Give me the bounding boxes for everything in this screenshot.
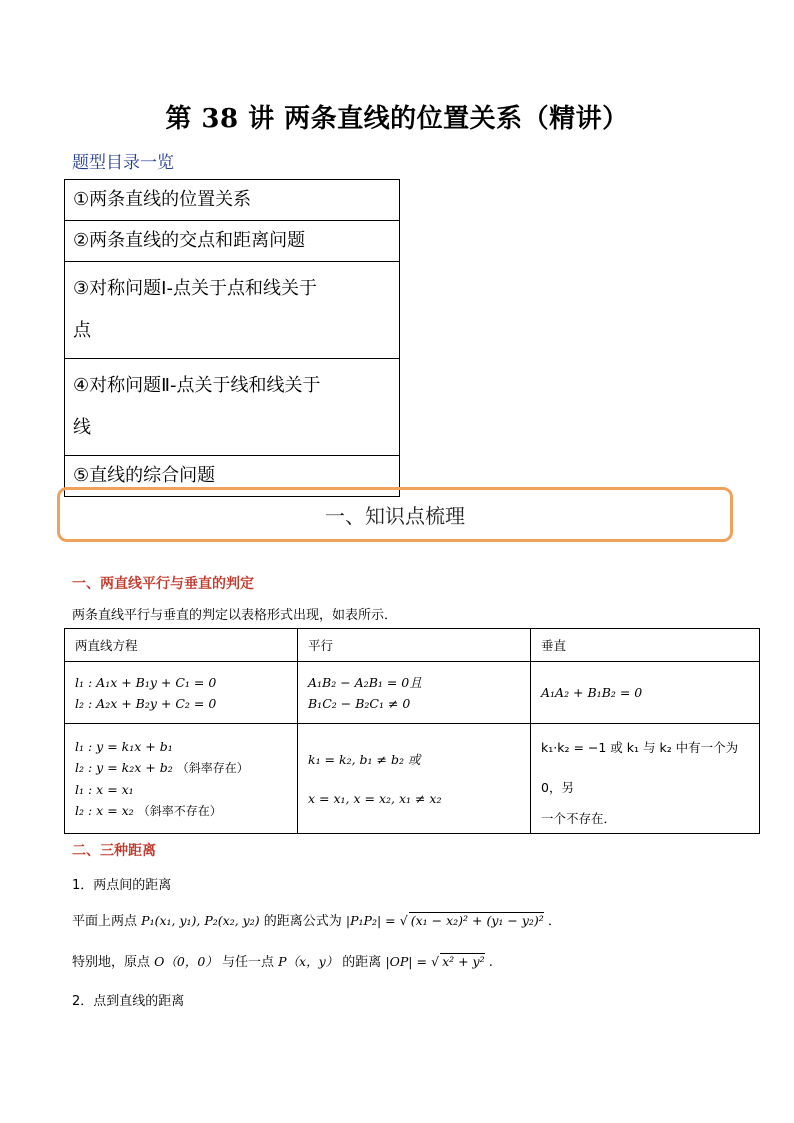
toc-item-text: ⑤直线的综合问题 xyxy=(73,465,216,486)
toc-item-text: ③对称问题Ⅰ-点关于点和线关于 xyxy=(73,278,317,299)
toc-item-text-cont: 点 xyxy=(73,320,91,341)
page-title: 第 38 讲 两条直线的位置关系（精讲） xyxy=(165,104,629,134)
table-cell xyxy=(531,662,760,724)
text: 特别地，原点 xyxy=(72,955,151,970)
equation: l₁ : A₁x + B₁y + C₁ = 0 xyxy=(75,674,217,690)
text: ． xyxy=(547,914,561,929)
toc-item xyxy=(65,220,399,261)
note: （斜率存在） xyxy=(176,760,249,775)
equation: l₁ : y = k₁x + b₁ xyxy=(75,738,173,754)
math: (x₁ − x₂)² + (y₁ − y₂)² xyxy=(410,913,544,928)
section-banner: 一、知识点梳理 xyxy=(57,487,733,542)
perpendicular-condition: k₁·k₂ = −1 或 k₁ 与 k₂ 中有一个为 0，另 xyxy=(541,740,739,795)
section-2-title: 二、三种距离 xyxy=(72,843,156,859)
table-cell xyxy=(65,724,298,834)
perpendicular-condition: A₁A₂ + B₁B₂ = 0 xyxy=(541,685,643,700)
comparison-table xyxy=(64,628,760,834)
math: x² + y² xyxy=(442,954,485,969)
parallel-condition: k₁ = k₂, b₁ ≠ b₂ 或 xyxy=(308,751,421,767)
toc-item-text: ②两条直线的交点和距离问题 xyxy=(73,230,306,251)
perpendicular-condition: 一个不存在． xyxy=(541,811,617,826)
subheading: 1．两点间的距离 xyxy=(72,878,172,893)
text: 的距离公式为 xyxy=(263,914,342,929)
toc-item xyxy=(65,180,399,220)
origin-distance xyxy=(72,951,493,970)
header-cell: 垂直 xyxy=(531,629,760,662)
distance-formula xyxy=(72,910,561,929)
text: 与任一点 xyxy=(221,955,274,970)
math: O（0，0） xyxy=(154,954,218,969)
table-cell xyxy=(298,724,531,834)
parallel-condition: x = x₁, x = x₂, x₁ ≠ x₂ xyxy=(308,790,442,806)
table-cell xyxy=(531,724,760,834)
sqrt-sign: √ xyxy=(399,913,408,928)
math: P₁(x₁, y₁), P₂(x₂, y₂) xyxy=(141,913,260,928)
section-1-title: 一、两直线平行与垂直的判定 xyxy=(72,576,254,592)
equation: l₂ : A₂x + B₂y + C₂ = 0 xyxy=(75,695,217,711)
toc-item-text: ①两条直线的位置关系 xyxy=(73,189,252,210)
table-row xyxy=(65,662,760,724)
equation-row xyxy=(75,800,287,822)
parallel-condition: A₁B₂ − A₂B₁ = 0且 xyxy=(308,674,422,690)
header-cell: 平行 xyxy=(298,629,531,662)
toc-item xyxy=(65,358,399,455)
text: 的距离 xyxy=(342,955,382,970)
parallel-condition: B₁C₂ − B₂C₁ ≠ 0 xyxy=(308,695,411,711)
equation: l₂ : y = k₂x + b₂ xyxy=(75,759,173,775)
toc-item-text-cont: 线 xyxy=(73,417,91,438)
section-1-intro: 两条直线平行与垂直的判定以表格形式出现，如表所示． xyxy=(72,608,398,623)
toc-heading: 题型目录一览 xyxy=(72,153,174,173)
equation-row xyxy=(75,757,287,779)
toc-table xyxy=(64,179,400,497)
header-cell: 两直线方程 xyxy=(65,629,298,662)
table-header-row xyxy=(65,629,760,662)
toc-item-text: ④对称问题Ⅱ-点关于线和线关于 xyxy=(73,375,321,396)
text: 平面上两点 xyxy=(72,914,138,929)
text: . xyxy=(488,955,493,970)
equation: l₁ : x = x₁ xyxy=(75,781,134,797)
math: P（x，y） xyxy=(278,954,339,969)
table-cell xyxy=(298,662,531,724)
math: |P₁P₂| = xyxy=(345,913,396,928)
toc-item xyxy=(65,261,399,358)
table-cell xyxy=(65,662,298,724)
table-row xyxy=(65,724,760,834)
subheading: 2．点到直线的距离 xyxy=(72,994,185,1009)
note: （斜率不存在） xyxy=(137,803,222,818)
sqrt-sign: √ xyxy=(431,954,440,969)
equation: l₂ : x = x₂ xyxy=(75,802,134,818)
math: |OP| = xyxy=(385,954,427,969)
